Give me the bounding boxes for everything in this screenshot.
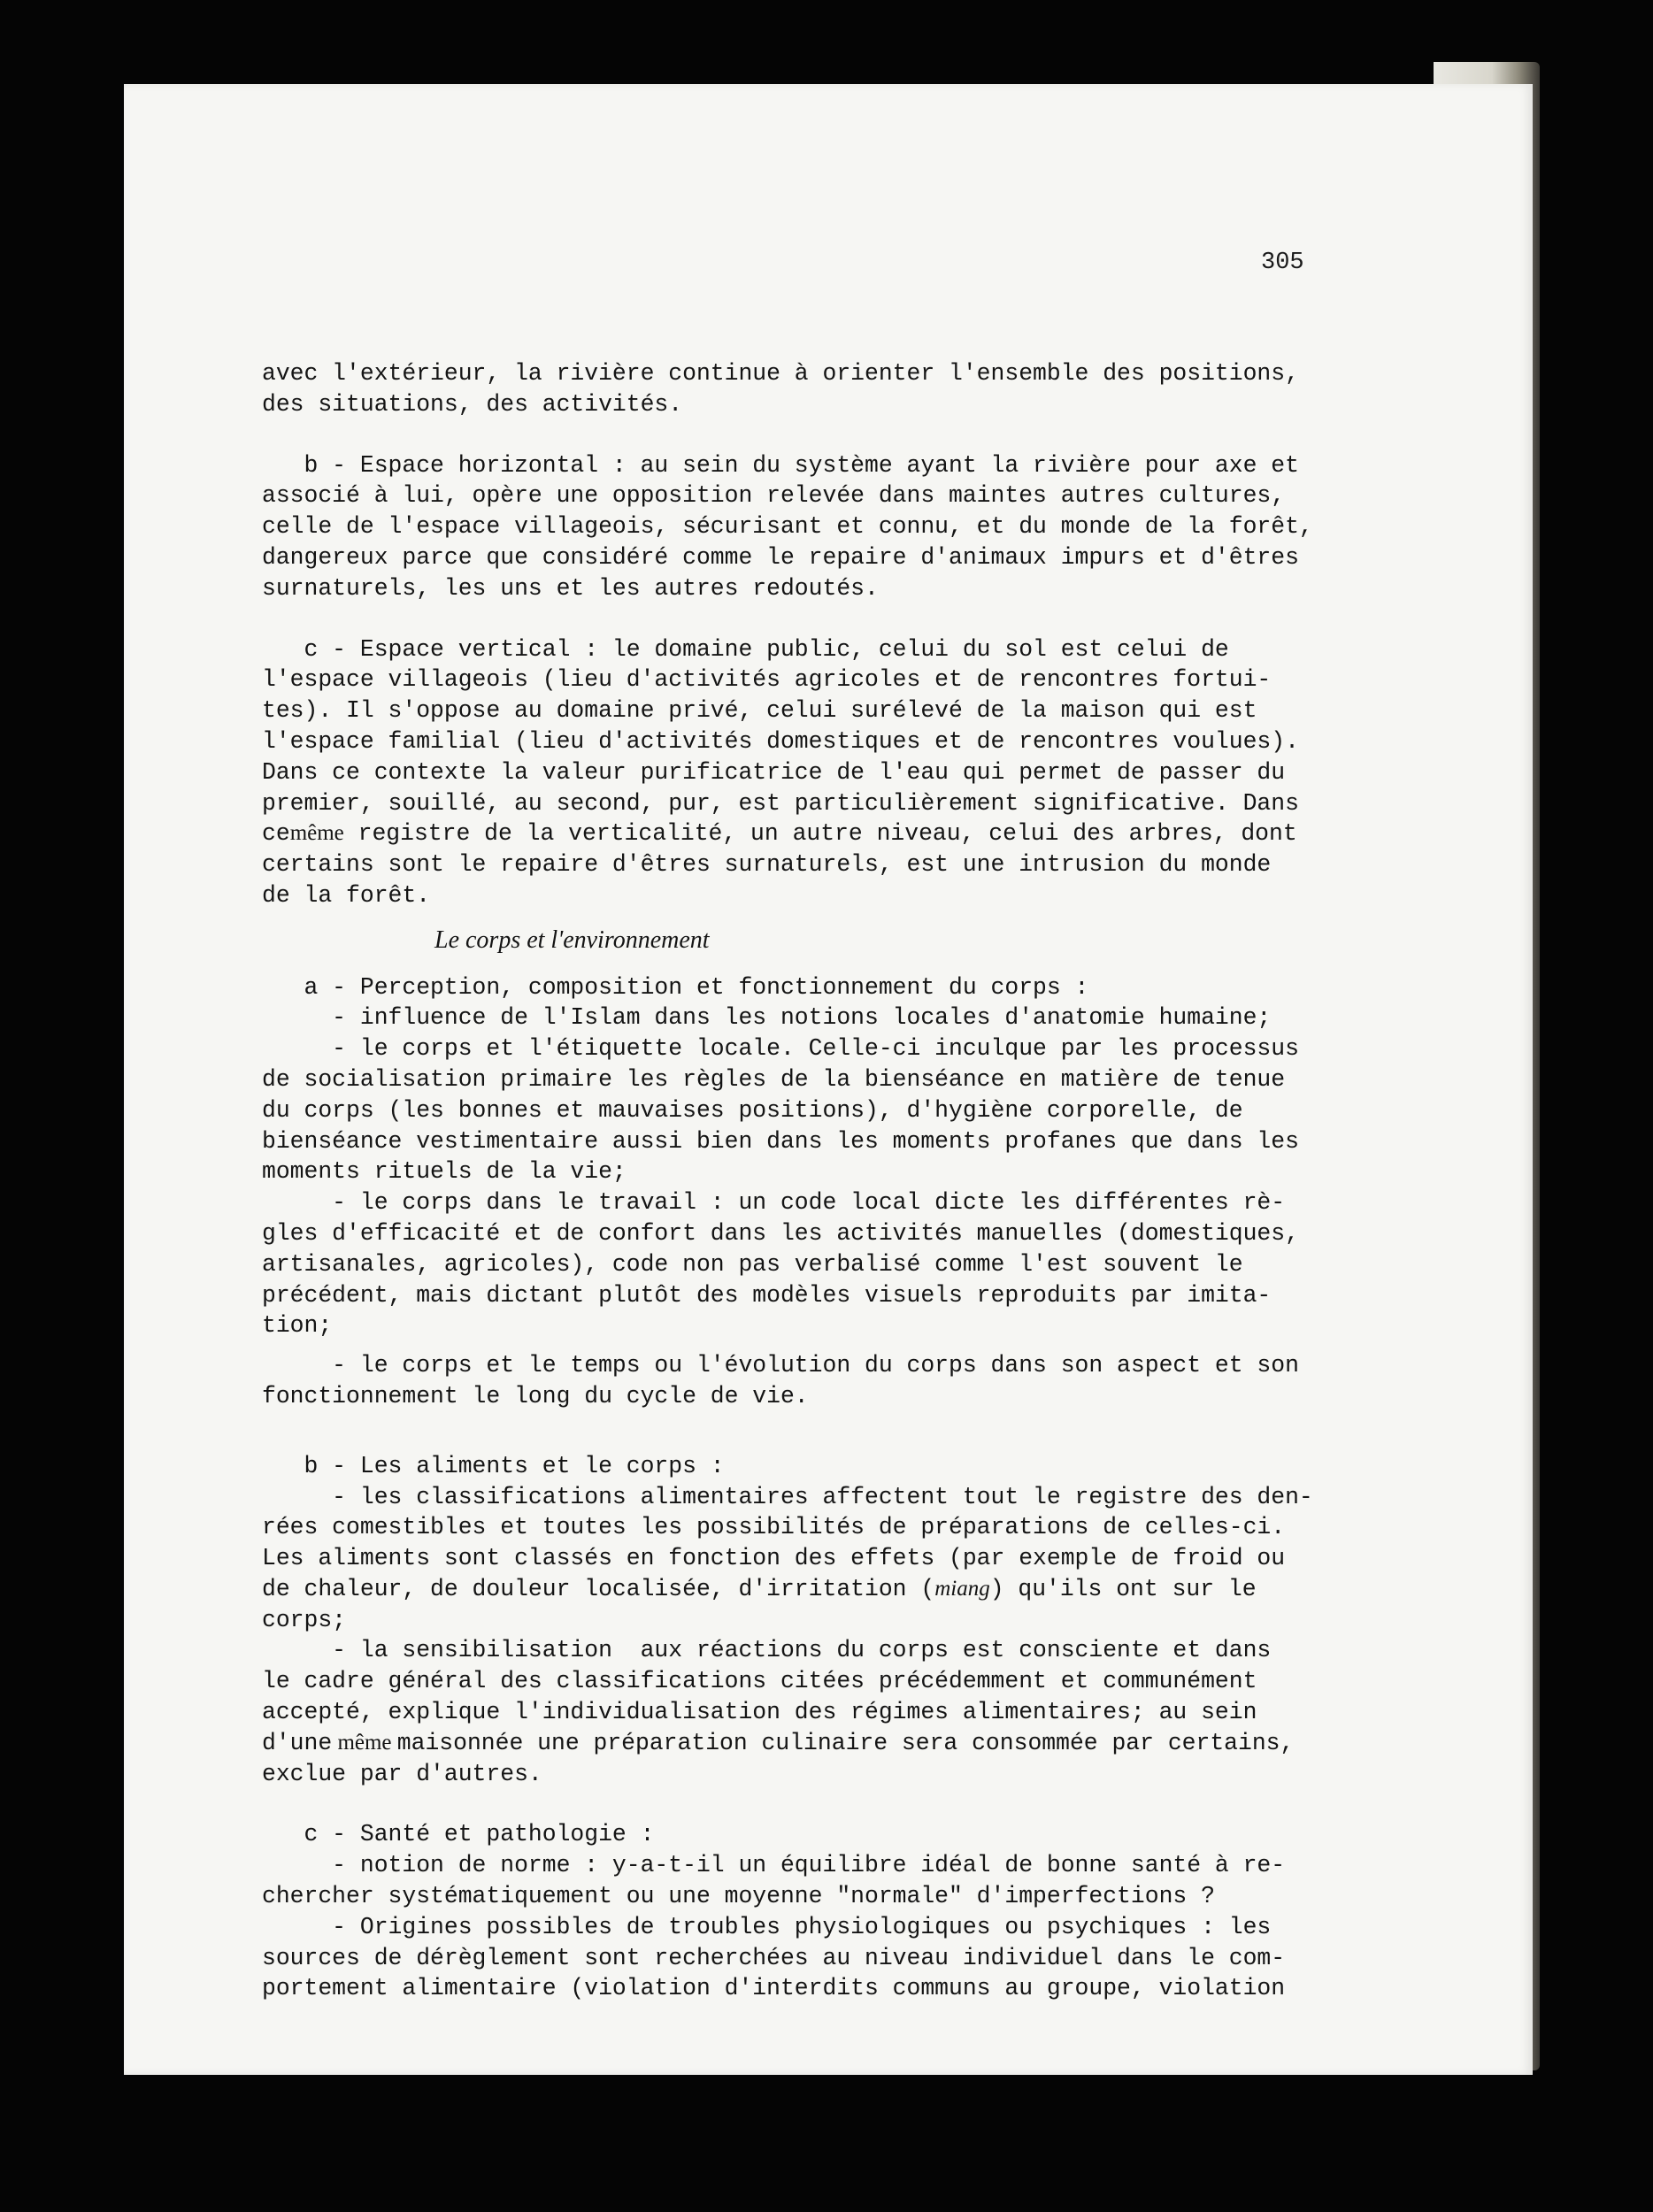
text-line: le cadre général des classifications citées précédemment et communément [262,1668,1257,1695]
text-line [262,1728,1452,1759]
text-line: précédent, mais dictant plutôt des modèles visuels reproduits par imita- [262,1281,1272,1309]
text-line: tion; [262,1312,333,1340]
text-fragment: ce [262,820,290,848]
text-line: corps; [262,1606,347,1633]
text-line: - le corps dans le travail : un code local dicte les différentes rè- [262,1189,1286,1217]
text-line: - les classifications alimentaires affectent tout le registre des den- [262,1483,1313,1510]
text-line: l'espace familial (lieu d'activités domestiques et de rencontres voulues). [262,727,1299,755]
text-line: accepté, explique l'individualisation des régimes alimentaires; au sein [262,1699,1257,1726]
text-line: portement alimentaire (violation d'interdits communs au groupe, violation [262,1975,1286,2002]
text-line: - le corps et le temps ou l'évolution du corps dans son aspect et son [262,1352,1299,1379]
text-line: - notion de norme : y-a-t-il un équilibre idéal de bonne santé à re- [262,1852,1286,1879]
text-line: sources de dérèglement sont recherchées au niveau individuel dans le com- [262,1944,1286,1971]
section-heading: Le corps et l'environnement [434,926,710,954]
text-line: premier, souillé, au second, pur, est particulièrement significative. Dans [262,789,1299,817]
text-fragment: même [289,821,344,846]
text-line: rées comestibles et toutes les possibilités de préparations de celles-ci. [262,1514,1286,1541]
text-line: celle de l'espace villageois, sécurisant et connu, et du monde de la forêt, [262,513,1313,541]
text-fragment: miang [934,1576,990,1601]
text-line: artisanales, agricoles), code non pas verbalisé comme l'est souvent le [262,1250,1243,1278]
text-line: chercher systématiquement ou une moyenne "normale" d'imperfections ? [262,1883,1215,1910]
text-line: du corps (les bonnes et mauvaises positions), d'hygiène corporelle, de [262,1096,1243,1124]
text-line: a - Perception, composition et fonctionnement du corps : [262,973,1089,1001]
text-line: de socialisation primaire les règles de la bienséance en matière de tenue [262,1065,1286,1093]
text-line: moments rituels de la vie; [262,1158,627,1186]
text-line: avec l'extérieur, la rivière continue à orienter l'ensemble des positions, [262,360,1299,387]
text-fragment: maisonnée une préparation culinaire sera consommée par certains, [396,1729,1295,1756]
text-line: tes). Il s'oppose au domaine privé, celui surélevé de la maison qui est [262,697,1257,725]
text-fragment: de chaleur, de douleur localisée, d'irritation ( [262,1575,935,1602]
text-line: - le corps et l'étiquette locale. Celle-ci inculque par les processus [262,1035,1299,1063]
text-line: gles d'efficacité et de confort dans les activités manuelles (domestiques, [262,1219,1299,1247]
text-fragment: ) qu'ils ont sur le [989,1575,1257,1602]
text-line: c - Espace vertical : le domaine public, celui du sol est celui de [262,635,1229,663]
text-line: des situations, des activités. [262,390,683,418]
text-line [262,818,1452,849]
text-line: - Origines possibles de troubles physiologiques ou psychiques : les [262,1913,1272,1940]
text-fragment: registre de la verticalité, un autre niveau, celui des arbres, dont [343,820,1297,848]
text-line: - influence de l'Islam dans les notions locales d'anatomie humaine; [262,1004,1272,1032]
text-line [262,1574,1452,1605]
text-line: de la forêt. [262,881,431,909]
text-fragment: d'une [262,1729,333,1756]
text-line: b - Espace horizontal : au sein du système ayant la rivière pour axe et [262,451,1299,479]
document-body [262,358,1452,2004]
text-line: certains sont le repaire d'êtres surnaturels, est une intrusion du monde [262,851,1272,879]
text-line: - la sensibilisation aux réactions du corps est consciente et dans [262,1637,1272,1664]
text-line: Les aliments sont classés en fonction des effets (par exemple de froid ou [262,1545,1286,1572]
text-line: bienséance vestimentaire aussi bien dans les moments profanes que dans les [262,1127,1299,1155]
text-line: fonctionnement le long du cycle de vie. [262,1382,809,1409]
text-line: dangereux parce que considéré comme le repaire d'animaux impurs et d'êtres [262,543,1299,571]
text-line: c - Santé et pathologie : [262,1821,655,1848]
text-line: l'espace villageois (lieu d'activités agricoles et de rencontres fortui- [262,666,1272,694]
text-line: b - Les aliments et le corps : [262,1452,725,1479]
page-number: 305 [1261,250,1304,276]
text-line: associé à lui, opère une opposition relevée dans maintes autres cultures, [262,482,1286,510]
text-line: surnaturels, les uns et les autres redoutés. [262,574,879,602]
text-line: Dans ce contexte la valeur purificatrice de l'eau qui permet de passer du [262,758,1286,786]
text-line: exclue par d'autres. [262,1760,542,1787]
text-fragment: même [332,1730,397,1755]
